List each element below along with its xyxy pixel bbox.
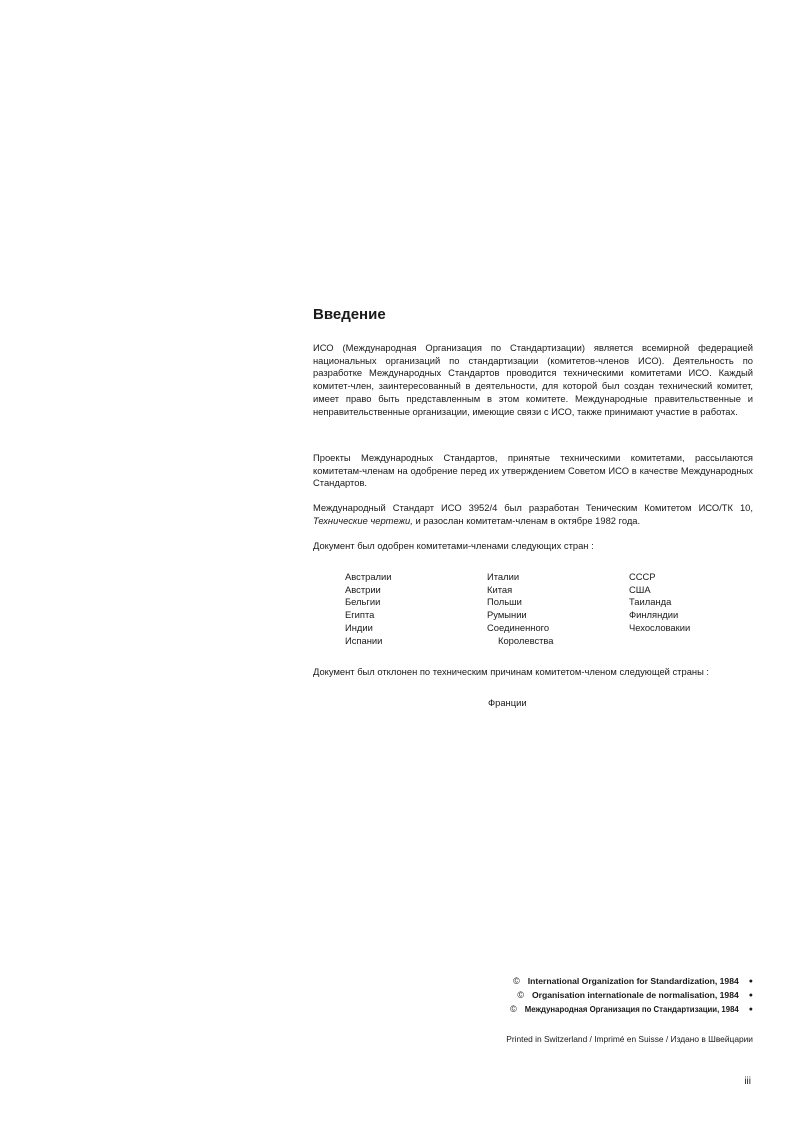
country-item: Австрии [345,583,381,595]
drafts-paragraph: Проекты Международных Стандартов, принятые техническими комитетами, рассылаются комитетам-членам на одобрение перед их утверждением Советом ИСО в качестве Международных Стандартов. [313,452,753,489]
country-item: Австралии [345,571,392,582]
page-number: iii [744,1076,751,1087]
rejected-paragraph: Документ был отклонен по техническим причинам комитетом-членом следующей страны : [313,666,710,677]
country-item: Индии [345,621,373,633]
country-item: Чехословакии [629,621,691,633]
country-item: Финляндии [629,609,679,621]
country-item: Бельгии [345,596,381,608]
copyright-text: International Organization for Standardization, 1984 [527,976,739,986]
bullet-icon: ● [748,1005,753,1013]
printed-in-note: Printed in Switzerland / Imprimé en Suisse / Издано в Швейцарии [506,1034,753,1044]
country-item: Италии [487,571,520,582]
country-item: Египта [345,609,375,621]
country-item: СССР [629,571,656,582]
copyright-icon: © [517,990,524,1000]
copyright-line-russian [510,1004,753,1014]
approved-paragraph: Документ был одобрен комитетами-членами следующих стран : [313,540,594,551]
country-item: Испании [345,634,383,646]
copyright-line-english [513,976,753,986]
standard-paragraph-end: и разослан комитетам-членам в октябре 1982 года. [415,514,641,526]
section-title: Введение [313,306,386,323]
country-item: Румынии [487,609,527,621]
copyright-line-french [517,990,753,1000]
countries-column-3 [629,571,690,635]
copyright-text: Международная Организация по Стандартизации, 1984 [524,1004,739,1014]
intro-paragraph: ИСО (Международная Организация по Стандартизации) является всемирной федерацией национальных организаций по стандартизации (комитетов-членов ИСО). Деятельность по разработке Международных Стандартов проводится техническими комитетами ИСО. Каждый комитет-член, заинтересованный в деятельности, для которой был создан технический комитет, имеет право быть представленным в этом комитете. Международные правительственные и неправительственные организации, имеющие связи с ИСО, также принимают участие в работах. [313,342,753,417]
copyright-text: Organisation internationale de normalisation, 1984 [531,990,739,1000]
country-item: Польши [487,596,522,608]
rejected-country: Франции [488,697,527,708]
committee-title: Технические чертежи, [313,514,413,526]
country-item: Китая [487,583,513,595]
bullet-icon: ● [748,977,753,985]
country-item: США [629,583,651,595]
country-item: Таиланда [629,596,672,608]
country-item: Соединенного [487,621,550,633]
standard-paragraph [313,502,753,527]
standard-paragraph-start: Международный Стандарт ИСО 3952/4 был разработан Теническим Комитетом ИСО/ТК 10, [313,502,753,513]
bullet-icon: ● [748,991,753,999]
country-item-continuation: Королевства [498,634,554,646]
countries-column-2 [487,571,554,647]
copyright-icon: © [510,1004,517,1014]
copyright-icon: © [513,976,520,986]
countries-column-1 [345,571,391,647]
